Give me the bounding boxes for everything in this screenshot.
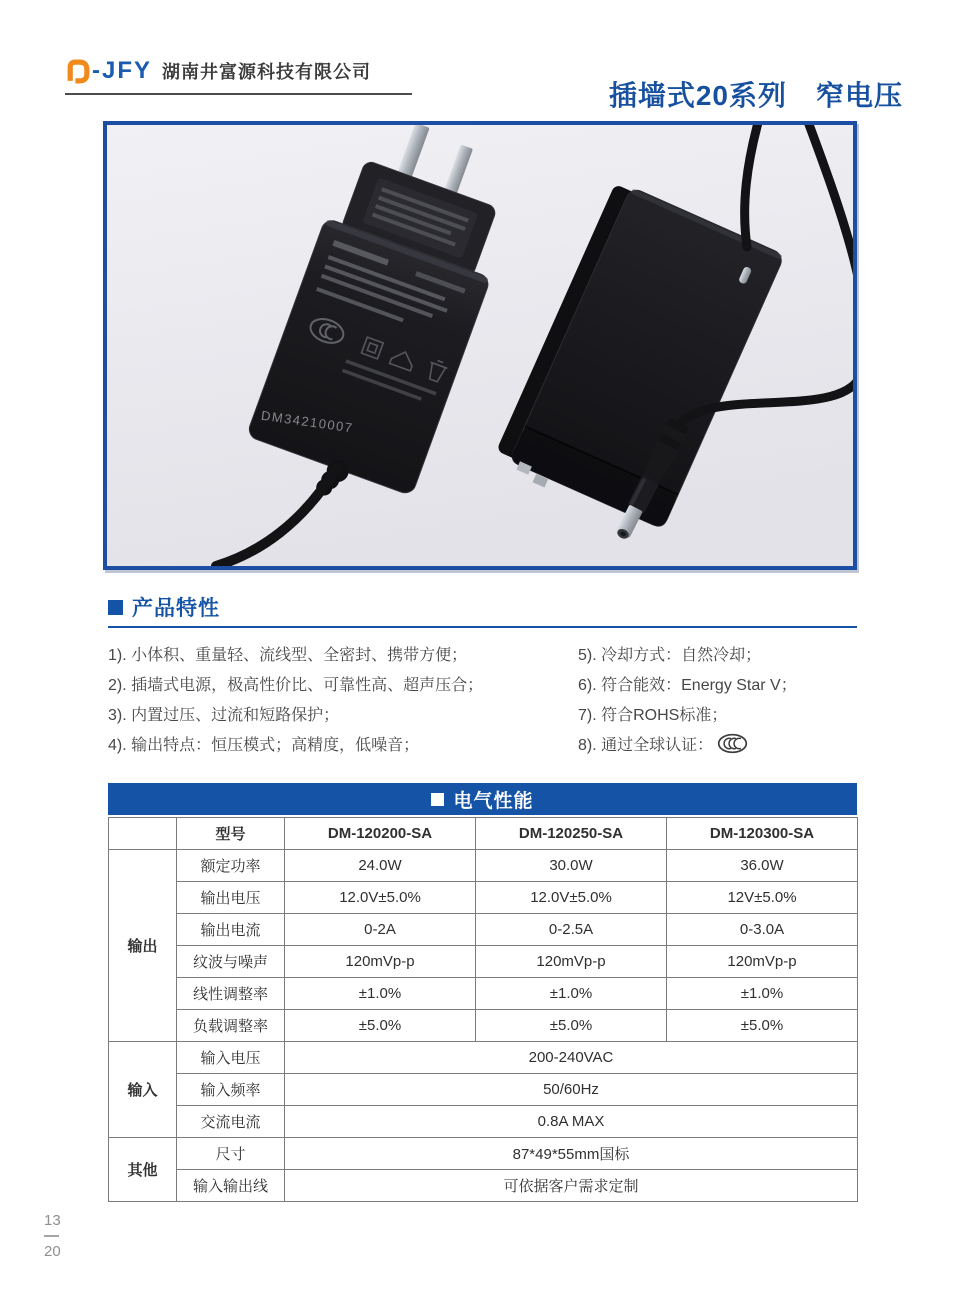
span-value-cell: 200-240VAC bbox=[285, 1042, 858, 1074]
model-cell: DM-120250-SA bbox=[476, 818, 667, 850]
value-cell: ±5.0% bbox=[285, 1010, 476, 1042]
row-label: 输入输出线 bbox=[177, 1170, 285, 1202]
brand-header bbox=[65, 57, 371, 85]
model-cell: DM-120300-SA bbox=[667, 818, 858, 850]
feature-item: 4). 输出特点：恒压模式；高精度，低噪音； bbox=[108, 737, 420, 754]
table-row bbox=[109, 1074, 858, 1106]
page-number-total: 20 bbox=[44, 1243, 61, 1260]
feature-item bbox=[578, 731, 958, 761]
row-label: 输出电压 bbox=[177, 882, 285, 914]
row-label: 尺寸 bbox=[177, 1138, 285, 1170]
value-cell: 12.0V±5.0% bbox=[476, 882, 667, 914]
company-logo-icon bbox=[65, 59, 90, 84]
table-row bbox=[109, 850, 858, 882]
row-label: 额定功率 bbox=[177, 850, 285, 882]
feature-item: 3). 内置过压、过流和短路保护； bbox=[108, 707, 340, 724]
group-label-input: 输入 bbox=[109, 1042, 177, 1138]
page-number-current: 13 bbox=[44, 1212, 61, 1229]
white-square-bullet-icon bbox=[431, 793, 444, 806]
row-label: 输入电压 bbox=[177, 1042, 285, 1074]
features-right-column bbox=[578, 641, 958, 761]
table-row bbox=[109, 1106, 858, 1138]
row-label: 输入频率 bbox=[177, 1074, 285, 1106]
table-row bbox=[109, 978, 858, 1010]
span-value-cell: 可依据客户需求定制 bbox=[285, 1170, 858, 1202]
spec-table bbox=[108, 817, 858, 1202]
spec-table-title-bar bbox=[108, 783, 857, 815]
value-cell: ±1.0% bbox=[667, 978, 858, 1010]
adapter-serial-text: DM34210007 bbox=[260, 407, 355, 436]
feature-item: 6). 符合能效：Energy Star V； bbox=[578, 677, 797, 694]
feature-item-text: 8). 通过全球认证： bbox=[578, 737, 714, 754]
span-value-cell: 50/60Hz bbox=[285, 1074, 858, 1106]
value-cell: 24.0W bbox=[285, 850, 476, 882]
model-cell: DM-120200-SA bbox=[285, 818, 476, 850]
value-cell: 12V±5.0% bbox=[667, 882, 858, 914]
group-label-other: 其他 bbox=[109, 1138, 177, 1202]
value-cell: 0-2A bbox=[285, 914, 476, 946]
spec-table-title: 电气性能 bbox=[453, 790, 534, 812]
span-value-cell: 87*49*55mm国标 bbox=[285, 1138, 858, 1170]
table-row bbox=[109, 818, 858, 850]
ccc-certification-icon bbox=[717, 733, 748, 754]
feature-item: 7). 符合ROHS标准； bbox=[578, 707, 728, 724]
table-row bbox=[109, 1138, 858, 1170]
row-label: 线性调整率 bbox=[177, 978, 285, 1010]
span-value-cell: 0.8A MAX bbox=[285, 1106, 858, 1138]
features-heading-text: 产品特性 bbox=[132, 597, 220, 620]
blue-square-bullet-icon bbox=[108, 600, 123, 615]
feature-item: 5). 冷却方式：自然冷却； bbox=[578, 647, 762, 664]
value-cell: 0-2.5A bbox=[476, 914, 667, 946]
table-row bbox=[109, 1010, 858, 1042]
page-number bbox=[44, 1212, 61, 1260]
value-cell: 120mVp-p bbox=[476, 946, 667, 978]
value-cell: 36.0W bbox=[667, 850, 858, 882]
table-row bbox=[109, 946, 858, 978]
value-cell: 12.0V±5.0% bbox=[285, 882, 476, 914]
value-cell: ±5.0% bbox=[476, 1010, 667, 1042]
row-label: 负载调整率 bbox=[177, 1010, 285, 1042]
logo-text: -JFY bbox=[92, 57, 153, 84]
feature-item: 1). 小体积、重量轻、流线型、全密封、携带方便； bbox=[108, 647, 468, 664]
row-label: 输出电流 bbox=[177, 914, 285, 946]
table-row bbox=[109, 1170, 858, 1202]
model-label-cell: 型号 bbox=[177, 818, 285, 850]
table-row bbox=[109, 1042, 858, 1074]
feature-item: 2). 插墙式电源，极高性价比、可靠性高、超声压合； bbox=[108, 677, 484, 694]
value-cell: 120mVp-p bbox=[667, 946, 858, 978]
empty-cell bbox=[109, 818, 177, 850]
page-number-divider bbox=[44, 1235, 59, 1237]
spec-section bbox=[108, 783, 857, 1202]
company-name: 湖南井富源科技有限公司 bbox=[162, 62, 372, 82]
value-cell: 120mVp-p bbox=[285, 946, 476, 978]
row-label: 交流电流 bbox=[177, 1106, 285, 1138]
page-title: 插墙式20系列 窄电压 bbox=[608, 80, 903, 111]
row-label: 纹波与噪声 bbox=[177, 946, 285, 978]
product-photo bbox=[103, 121, 857, 570]
value-cell: ±1.0% bbox=[285, 978, 476, 1010]
features-divider bbox=[108, 626, 857, 628]
brand-underline bbox=[65, 93, 412, 95]
features-section-heading bbox=[108, 592, 220, 622]
table-row bbox=[109, 914, 858, 946]
value-cell: 0-3.0A bbox=[667, 914, 858, 946]
value-cell: ±1.0% bbox=[476, 978, 667, 1010]
value-cell: 30.0W bbox=[476, 850, 667, 882]
features-left-column bbox=[108, 641, 570, 761]
table-row bbox=[109, 882, 858, 914]
product-photo-illustration bbox=[107, 125, 853, 566]
value-cell: ±5.0% bbox=[667, 1010, 858, 1042]
group-label-output: 输出 bbox=[109, 850, 177, 1042]
